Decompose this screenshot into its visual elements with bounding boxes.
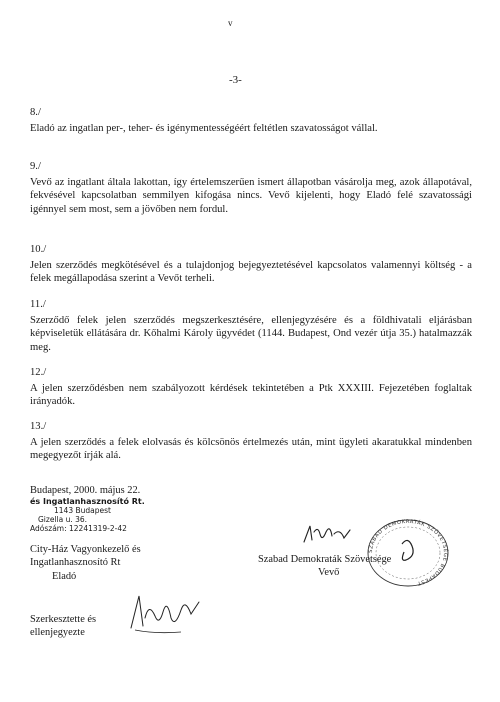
- clause-11: [30, 298, 472, 354]
- seal-text-path: SZABAD DEMOKRATÁK SZÖVETSÉGE BUDAPEST: [367, 518, 449, 587]
- clause-number: 10./: [30, 244, 47, 255]
- clause-number: 8./: [30, 107, 41, 118]
- clause-number: 9./: [30, 161, 41, 172]
- buyer-role: Vevő: [318, 567, 340, 579]
- page-number: -3-: [229, 74, 242, 86]
- editor-signature: [125, 588, 205, 636]
- buyer-name: Szabad Demokraták Szövetsége: [258, 554, 392, 565]
- editor-label: ellenjegyezte: [30, 627, 85, 639]
- stamp-line: 1143 Budapest: [54, 506, 111, 515]
- company-stamp: [30, 497, 145, 533]
- clause-text: Jelen szerződés megkötésével és a tulajdonjog bejegyeztetésével kapcsolatos valamennyi költség - a felek megállapodása szerint a Vevőt terheli.: [30, 259, 472, 285]
- editor-block: [30, 613, 96, 640]
- buyer-signature: [300, 520, 360, 550]
- clause-text: A jelen szerződésben nem szabályozott kérdések tekintetében a Ptk XXXIII. Fejezetében foglaltak irányadók.: [30, 382, 472, 408]
- clause-text: A jelen szerződés a felek elolvasás és kölcsönös értelmezés után, mint ügyleti akaratukkal mindenben megegyezőt írják alá.: [30, 436, 472, 462]
- clause-8: [30, 106, 472, 135]
- place-date: Budapest, 2000. május 22.: [30, 485, 141, 496]
- stamp-line: Adószám: 12241319-2-42: [30, 524, 127, 533]
- seller-name: City-Ház Vagyonkezelő és: [30, 544, 141, 555]
- clause-number: 11./: [30, 299, 46, 310]
- clause-12: [30, 366, 472, 409]
- round-seal: [362, 516, 454, 590]
- clause-text: Vevő az ingatlant általa lakottan, így értelemszerűen ismert állapotban vásárolja meg, azok állapotával, fekvésével kapcsolatban semmilyen kifogása nincs. Vevő kijelenti, hogy Eladó felé szavatossági igénnyel sem most, sem a jövőben nem fordul.: [30, 176, 472, 215]
- clause-text: Szerződő felek jelen szerződés megszerkesztésére, ellenjegyzésére és a földhivatali eljárásban képviseletük ellátására dr. Kőhalmi Károly ügyvédet (1144. Budapest, Ond vezér útja 35.) hatalmazzák meg.: [30, 314, 472, 353]
- clause-13: [30, 420, 472, 463]
- clause-10: [30, 243, 472, 286]
- seller-name: Ingatlanhasznosító Rt: [30, 557, 121, 569]
- header-mark: v: [228, 18, 233, 28]
- editor-label: Szerkesztette és: [30, 614, 97, 625]
- clause-number: 12./: [30, 367, 47, 378]
- seller-block: [30, 543, 141, 583]
- clause-number: 13./: [30, 421, 47, 432]
- clause-9: [30, 160, 472, 216]
- stamp-line: és Ingatlanhasznosító Rt.: [30, 497, 145, 506]
- seller-role: Eladó: [52, 570, 77, 582]
- stamp-line: Gizella u. 36.: [38, 515, 88, 524]
- clause-text: Eladó az ingatlan per-, teher- és igénymentességéért feltétlen szavatosságot vállal.: [30, 122, 378, 134]
- seal-text: [368, 519, 450, 586]
